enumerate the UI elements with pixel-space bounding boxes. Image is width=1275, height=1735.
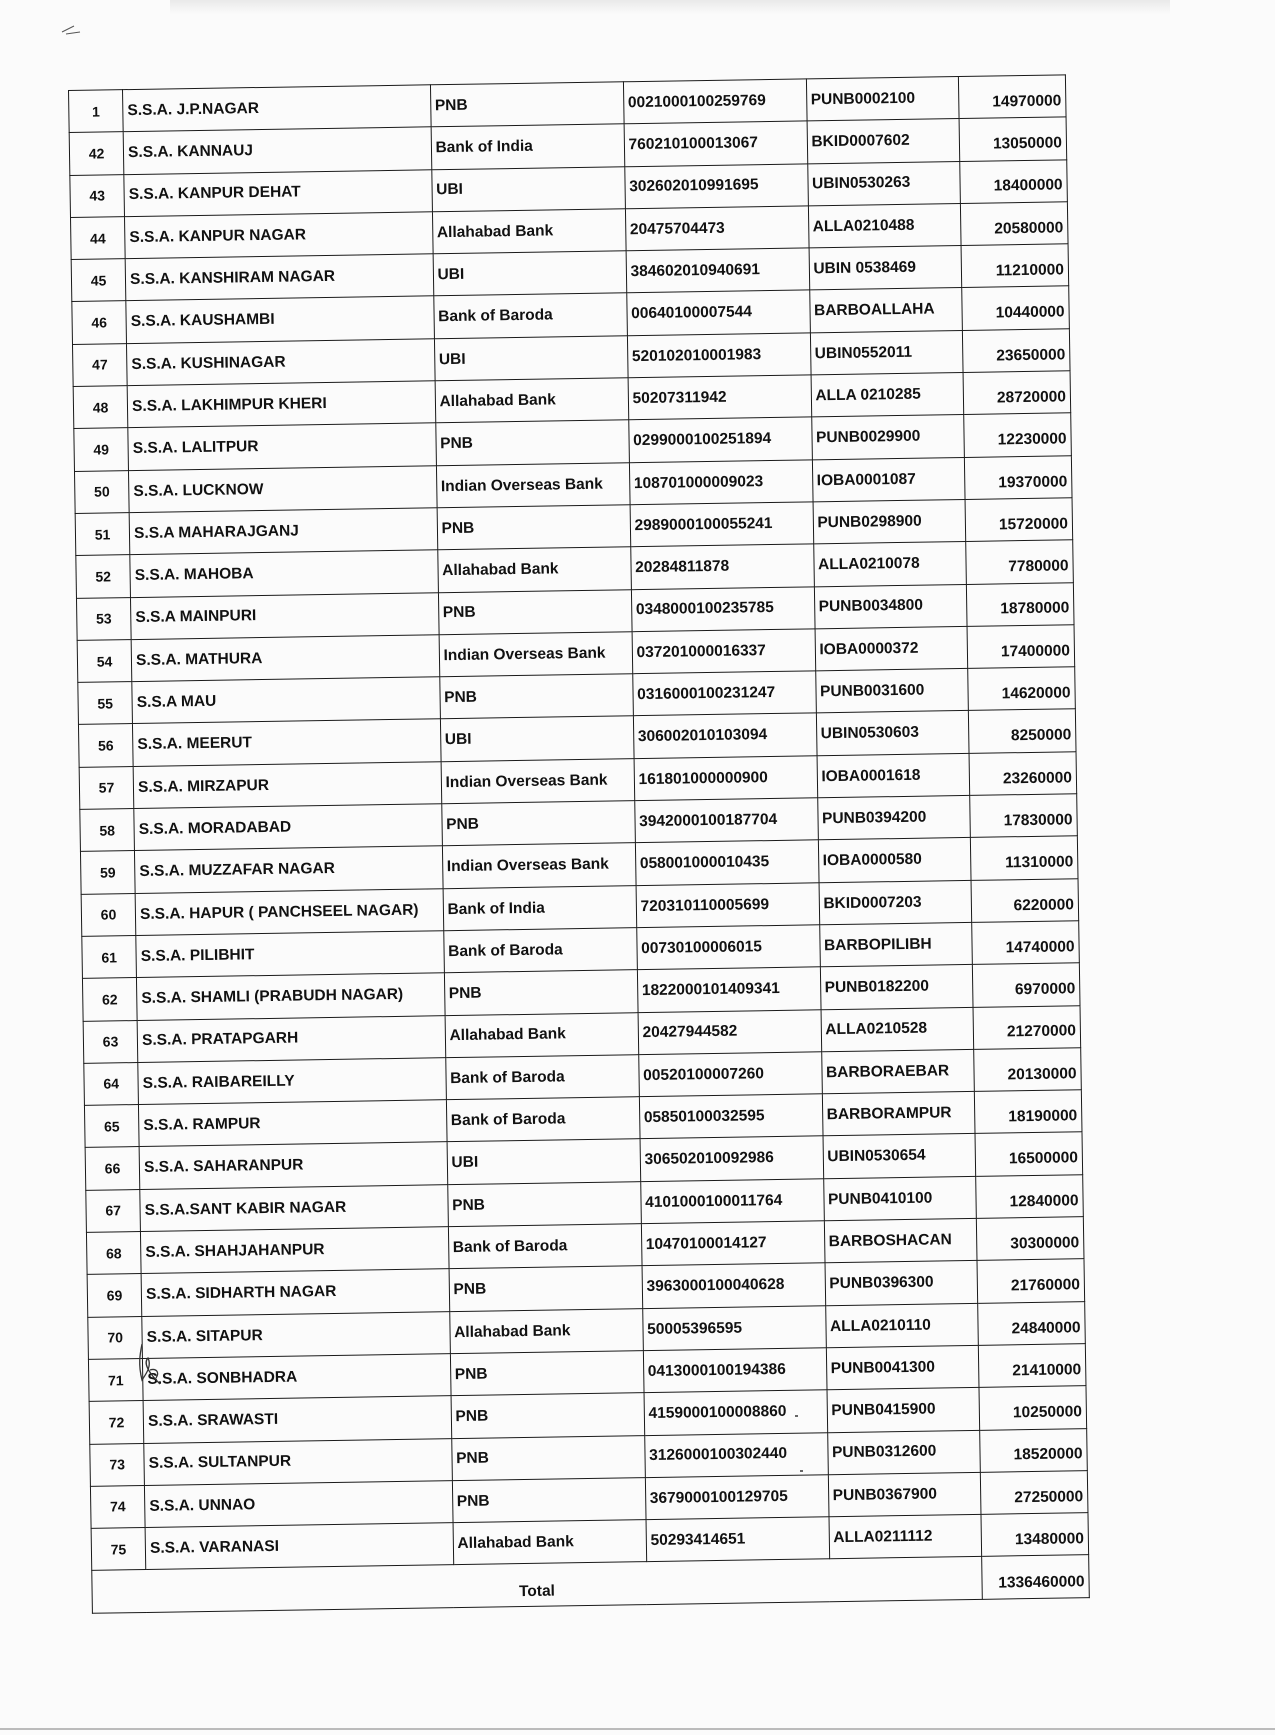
serial-number-cell: 63 — [83, 1020, 138, 1063]
ifsc-code-cell: BARBORAEBAR — [821, 1049, 974, 1094]
serial-number-cell: 43 — [70, 174, 125, 217]
account-number-cell: 306502010092986 — [640, 1136, 823, 1181]
account-number-cell: 3963000100040628 — [642, 1263, 825, 1308]
handwritten-initials-icon — [130, 1340, 170, 1390]
account-number-cell: 1822000101409341 — [637, 967, 820, 1012]
account-number-cell: 037201000016337 — [632, 629, 815, 674]
serial-number-cell: 69 — [87, 1274, 142, 1317]
district-name-cell: S.S.A. SITAPUR — [142, 1311, 450, 1358]
bank-name-cell: Allahabad Bank — [453, 1520, 647, 1565]
district-name-cell: S.S.A. UNNAO — [145, 1480, 453, 1527]
district-name-cell: S.S.A.SANT KABIR NAGAR — [140, 1184, 448, 1231]
serial-number-cell: 49 — [74, 428, 129, 471]
account-number-cell: 306002010103094 — [633, 713, 816, 758]
account-number-cell: 0316000100231247 — [632, 671, 815, 716]
serial-number-cell: 46 — [72, 301, 127, 344]
amount-cell: 20580000 — [960, 202, 1068, 246]
account-number-cell: 760210100013067 — [624, 121, 807, 166]
ifsc-code-cell: ALLA0211112 — [829, 1514, 982, 1559]
ifsc-code-cell: IOBA0000580 — [818, 838, 971, 883]
amount-cell: 17400000 — [967, 625, 1075, 669]
serial-number-cell: 59 — [80, 851, 135, 894]
serial-number-cell: 45 — [71, 259, 126, 302]
account-number-cell: 0413000100194386 — [643, 1348, 826, 1393]
account-number-cell: 384602010940691 — [626, 248, 809, 293]
ifsc-code-cell: BKID0007203 — [819, 880, 972, 925]
ifsc-code-cell: ALLA0210110 — [825, 1303, 978, 1348]
bank-name-cell: PNB — [439, 674, 633, 719]
amount-cell: 30300000 — [976, 1217, 1084, 1261]
ifsc-code-cell: UBIN0530654 — [823, 1134, 976, 1179]
bank-name-cell: Indian Overseas Bank — [441, 758, 635, 803]
serial-number-cell: 73 — [90, 1443, 145, 1486]
scan-edge-shadow — [170, 0, 1170, 14]
account-number-cell: 3942000100187704 — [634, 798, 817, 843]
account-number-cell: 058001000010435 — [635, 840, 818, 885]
serial-number-cell: 66 — [85, 1147, 140, 1190]
pen-stroke-icon — [60, 18, 84, 38]
bank-name-cell: Bank of Baroda — [448, 1224, 642, 1269]
account-number-cell: 20427944582 — [638, 1009, 821, 1054]
district-name-cell: S.S.A. PILIBHIT — [136, 931, 444, 978]
account-number-cell: 3126000100302440 — [644, 1432, 827, 1477]
district-name-cell: S.S.A. KANSHIRAM NAGAR — [125, 254, 433, 301]
bank-name-cell: Allahabad Bank — [437, 547, 631, 592]
ifsc-code-cell: ALLA0210078 — [813, 542, 966, 587]
bank-name-cell: Indian Overseas Bank — [442, 843, 636, 888]
bank-name-cell: Bank of Baroda — [446, 1097, 640, 1142]
amount-cell: 14970000 — [958, 75, 1066, 119]
amount-cell: 18190000 — [974, 1090, 1082, 1134]
bank-name-cell: PNB — [437, 505, 631, 550]
bank-name-cell: Allahabad Bank — [445, 1012, 639, 1057]
scan-speck — [800, 1470, 803, 1472]
serial-number-cell: 48 — [73, 386, 128, 429]
ifsc-code-cell: PUNB0415900 — [827, 1388, 980, 1433]
account-number-cell: 50005396595 — [642, 1305, 825, 1350]
serial-number-cell: 53 — [76, 597, 131, 640]
account-number-cell: 4101000100011764 — [640, 1178, 823, 1223]
serial-number-cell: 58 — [80, 809, 135, 852]
district-name-cell: S.S.A MAINPURI — [131, 592, 439, 639]
total-amount: 1336460000 — [981, 1555, 1089, 1600]
ifsc-code-cell: PUNB0410100 — [823, 1176, 976, 1221]
serial-number-cell: 44 — [71, 217, 126, 260]
serial-number-cell: 57 — [79, 766, 134, 809]
amount-cell: 27250000 — [980, 1470, 1088, 1514]
account-number-cell: 108701000009023 — [629, 460, 812, 505]
account-number-cell: 20284811878 — [630, 544, 813, 589]
amount-cell: 17830000 — [969, 794, 1077, 838]
district-name-cell: S.S.A. SHAMLI (PRABUDH NAGAR) — [137, 973, 445, 1020]
ifsc-code-cell: ALLA0210488 — [808, 203, 961, 248]
district-name-cell: S.S.A. RAMPUR — [139, 1100, 447, 1147]
amount-cell: 20130000 — [973, 1048, 1081, 1092]
amount-cell: 24840000 — [977, 1301, 1085, 1345]
ifsc-code-cell: BKID0007602 — [807, 119, 960, 164]
serial-number-cell: 64 — [84, 1062, 139, 1105]
district-name-cell: S.S.A. VARANASI — [145, 1523, 453, 1570]
serial-number-cell: 61 — [82, 935, 137, 978]
bank-name-cell: Bank of Baroda — [443, 928, 637, 973]
bank-name-cell: PNB — [450, 1351, 644, 1396]
amount-cell: 21410000 — [978, 1344, 1086, 1388]
account-number-cell: 00640100007544 — [626, 290, 809, 335]
account-number-cell: 50207311942 — [628, 375, 811, 420]
account-number-cell: 0021000100259769 — [623, 79, 806, 124]
serial-number-cell: 65 — [84, 1105, 139, 1148]
amount-cell: 6220000 — [971, 878, 1079, 922]
ifsc-code-cell: PUNB0394200 — [817, 795, 970, 840]
amount-cell: 21760000 — [977, 1259, 1085, 1303]
district-name-cell: S.S.A. SIDHARTH NAGAR — [141, 1269, 449, 1316]
district-name-cell: S.S.A. MEERUT — [133, 719, 441, 766]
district-name-cell: S.S.A. MAHOBA — [130, 550, 438, 597]
serial-number-cell: 74 — [90, 1485, 145, 1528]
district-name-cell: S.S.A. SHAHJAHANPUR — [141, 1227, 449, 1274]
ifsc-code-cell: UBIN0552011 — [810, 330, 963, 375]
bank-name-cell: Indian Overseas Bank — [436, 462, 630, 507]
bank-name-cell: PNB — [441, 801, 635, 846]
bank-name-cell: PNB — [452, 1477, 646, 1522]
serial-number-cell: 71 — [88, 1358, 143, 1401]
bank-name-cell: Allahabad Bank — [432, 209, 626, 254]
account-number-cell: 00520100007260 — [638, 1052, 821, 1097]
district-name-cell: S.S.A. MUZZAFAR NAGAR — [135, 846, 443, 893]
account-number-cell: 2989000100055241 — [630, 502, 813, 547]
ifsc-code-cell: PUNB0031600 — [815, 669, 968, 714]
ifsc-code-cell: UBIN 0538469 — [809, 246, 962, 291]
account-number-cell: 05850100032595 — [639, 1094, 822, 1139]
ifsc-code-cell: PUNB0312600 — [827, 1430, 980, 1475]
bank-name-cell: Indian Overseas Bank — [439, 632, 633, 677]
account-number-cell: 20475704473 — [625, 206, 808, 251]
scan-speck — [795, 1415, 798, 1417]
amount-cell: 13480000 — [981, 1513, 1089, 1557]
fund-transfer-sheet — [68, 74, 1090, 1614]
serial-number-cell: 72 — [89, 1401, 144, 1444]
serial-number-cell: 50 — [74, 470, 129, 513]
ifsc-code-cell: PUNB0002100 — [806, 77, 959, 122]
amount-cell: 10440000 — [961, 286, 1069, 330]
serial-number-cell: 52 — [76, 555, 131, 598]
ifsc-code-cell: UBIN0530263 — [807, 161, 960, 206]
amount-cell: 11210000 — [961, 244, 1069, 288]
bank-name-cell: PNB — [451, 1393, 645, 1438]
amount-cell: 8250000 — [968, 709, 1076, 753]
amount-cell: 14620000 — [967, 667, 1075, 711]
account-number-cell: 302602010991695 — [624, 163, 807, 208]
amount-cell: 14740000 — [971, 921, 1079, 965]
bank-name-cell: PNB — [451, 1435, 645, 1480]
bank-name-cell: UBI — [434, 336, 628, 381]
bank-details-table — [68, 74, 1090, 1614]
ifsc-code-cell: BARBOALLAHA — [809, 288, 962, 333]
amount-cell: 18780000 — [966, 582, 1074, 626]
serial-number-cell: 56 — [78, 724, 133, 767]
serial-number-cell: 68 — [86, 1232, 141, 1275]
district-name-cell: S.S.A. SULTANPUR — [144, 1438, 452, 1485]
amount-cell: 19370000 — [964, 455, 1072, 499]
district-name-cell: S.S.A. RAIBAREILLY — [138, 1058, 446, 1105]
district-name-cell: S.S.A. KAUSHAMBI — [126, 296, 434, 343]
district-name-cell: S.S.A. SRAWASTI — [143, 1396, 451, 1443]
district-name-cell: S.S.A. LUCKNOW — [129, 465, 437, 512]
district-name-cell: S.S.A. HAPUR ( PANCHSEEL NAGAR) — [135, 888, 443, 935]
bank-name-cell: Bank of India — [431, 124, 625, 169]
ifsc-code-cell: PUNB0034800 — [814, 584, 967, 629]
amount-cell: 12230000 — [963, 413, 1071, 457]
bank-name-cell: Bank of Baroda — [445, 1054, 639, 1099]
scan-bottom-edge — [0, 1728, 1275, 1730]
bank-name-cell: Allahabad Bank — [435, 378, 629, 423]
amount-cell: 6970000 — [972, 963, 1080, 1007]
district-name-cell: S.S.A. LAKHIMPUR KHERI — [127, 381, 435, 428]
bank-name-cell: UBI — [440, 716, 634, 761]
district-name-cell: S.S.A. MATHURA — [131, 635, 439, 682]
bank-name-cell: PNB — [447, 1181, 641, 1226]
ifsc-code-cell: PUNB0298900 — [813, 499, 966, 544]
account-number-cell: 520102010001983 — [627, 333, 810, 378]
account-number-cell: 10470100014127 — [641, 1221, 824, 1266]
account-number-cell: 50293414651 — [646, 1517, 829, 1562]
district-name-cell: S.S.A. SONBHADRA — [143, 1354, 451, 1401]
serial-number-cell: 47 — [72, 343, 127, 386]
bank-name-cell: PNB — [430, 82, 624, 127]
amount-cell: 11310000 — [970, 836, 1078, 880]
ifsc-code-cell: IOBA0001618 — [817, 753, 970, 798]
amount-cell: 7780000 — [965, 540, 1073, 584]
bank-name-cell: UBI — [433, 251, 627, 296]
serial-number-cell: 75 — [91, 1528, 146, 1571]
amount-cell: 18520000 — [979, 1428, 1087, 1472]
ifsc-code-cell: UBIN0530603 — [816, 711, 969, 756]
ifsc-code-cell: PUNB0182200 — [820, 965, 973, 1010]
bank-name-cell: UBI — [431, 166, 625, 211]
serial-number-cell: 70 — [88, 1316, 143, 1359]
district-name-cell: S.S.A. SAHARANPUR — [139, 1142, 447, 1189]
account-number-cell: 3679000100129705 — [645, 1475, 828, 1520]
amount-cell: 10250000 — [979, 1386, 1087, 1430]
bank-name-cell: PNB — [449, 1266, 643, 1311]
amount-cell: 28720000 — [963, 371, 1071, 415]
account-number-cell: 0348000100235785 — [631, 586, 814, 631]
amount-cell: 23650000 — [962, 329, 1070, 373]
ifsc-code-cell: BARBORAMPUR — [822, 1092, 975, 1137]
ifsc-code-cell: PUNB0367900 — [828, 1472, 981, 1517]
amount-cell: 23260000 — [969, 751, 1077, 795]
account-number-cell: 4159000100008860 — [644, 1390, 827, 1435]
bank-name-cell: PNB — [444, 970, 638, 1015]
serial-number-cell: 51 — [75, 513, 130, 556]
ifsc-code-cell: PUNB0396300 — [825, 1261, 978, 1306]
district-name-cell: S.S.A. MORADABAD — [134, 804, 442, 851]
ifsc-code-cell: IOBA0001087 — [812, 457, 965, 502]
bank-name-cell: Bank of India — [443, 885, 637, 930]
ifsc-code-cell: IOBA0000372 — [815, 626, 968, 671]
district-name-cell: S.S.A MAHARAJGANJ — [129, 508, 437, 555]
table-body — [69, 75, 1089, 1571]
district-name-cell: S.S.A. J.P.NAGAR — [123, 85, 431, 132]
account-number-cell: 161801000000900 — [634, 756, 817, 801]
serial-number-cell: 55 — [78, 682, 133, 725]
amount-cell: 18400000 — [959, 159, 1067, 203]
serial-number-cell: 67 — [86, 1189, 141, 1232]
bank-name-cell: Bank of Baroda — [433, 293, 627, 338]
bank-name-cell: PNB — [438, 589, 632, 634]
ifsc-code-cell: ALLA 0210285 — [811, 373, 964, 418]
district-name-cell: S.S.A. KANNAUJ — [123, 127, 431, 174]
district-name-cell: S.S.A. LALITPUR — [128, 423, 436, 470]
bank-name-cell: PNB — [435, 420, 629, 465]
ifsc-code-cell: PUNB0041300 — [826, 1345, 979, 1390]
ifsc-code-cell: BARBOSHACAN — [824, 1218, 977, 1263]
serial-number-cell: 42 — [69, 132, 124, 175]
serial-number-cell: 62 — [82, 978, 137, 1021]
amount-cell: 16500000 — [975, 1132, 1083, 1176]
amount-cell: 12840000 — [975, 1174, 1083, 1218]
account-number-cell: 0299000100251894 — [628, 417, 811, 462]
amount-cell: 15720000 — [965, 498, 1073, 542]
bank-name-cell: UBI — [447, 1139, 641, 1184]
bank-name-cell: Allahabad Bank — [449, 1308, 643, 1353]
district-name-cell: S.S.A MAU — [132, 677, 440, 724]
ifsc-code-cell: BARBOPILIBH — [819, 922, 972, 967]
amount-cell: 13050000 — [959, 117, 1067, 161]
district-name-cell: S.S.A. PRATAPGARH — [137, 1015, 445, 1062]
account-number-cell: 00730100006015 — [636, 925, 819, 970]
total-label: Total — [92, 1557, 982, 1614]
district-name-cell: S.S.A. KANPUR NAGAR — [125, 212, 433, 259]
district-name-cell: S.S.A. MIRZAPUR — [133, 761, 441, 808]
ifsc-code-cell: ALLA0210528 — [821, 1007, 974, 1052]
serial-number-cell: 1 — [69, 90, 124, 133]
account-number-cell: 720310110005699 — [636, 882, 819, 927]
ifsc-code-cell: PUNB0029900 — [811, 415, 964, 460]
district-name-cell: S.S.A. KUSHINAGAR — [127, 339, 435, 386]
district-name-cell: S.S.A. KANPUR DEHAT — [124, 169, 432, 216]
serial-number-cell: 60 — [81, 893, 136, 936]
serial-number-cell: 54 — [77, 639, 132, 682]
amount-cell: 21270000 — [973, 1005, 1081, 1049]
